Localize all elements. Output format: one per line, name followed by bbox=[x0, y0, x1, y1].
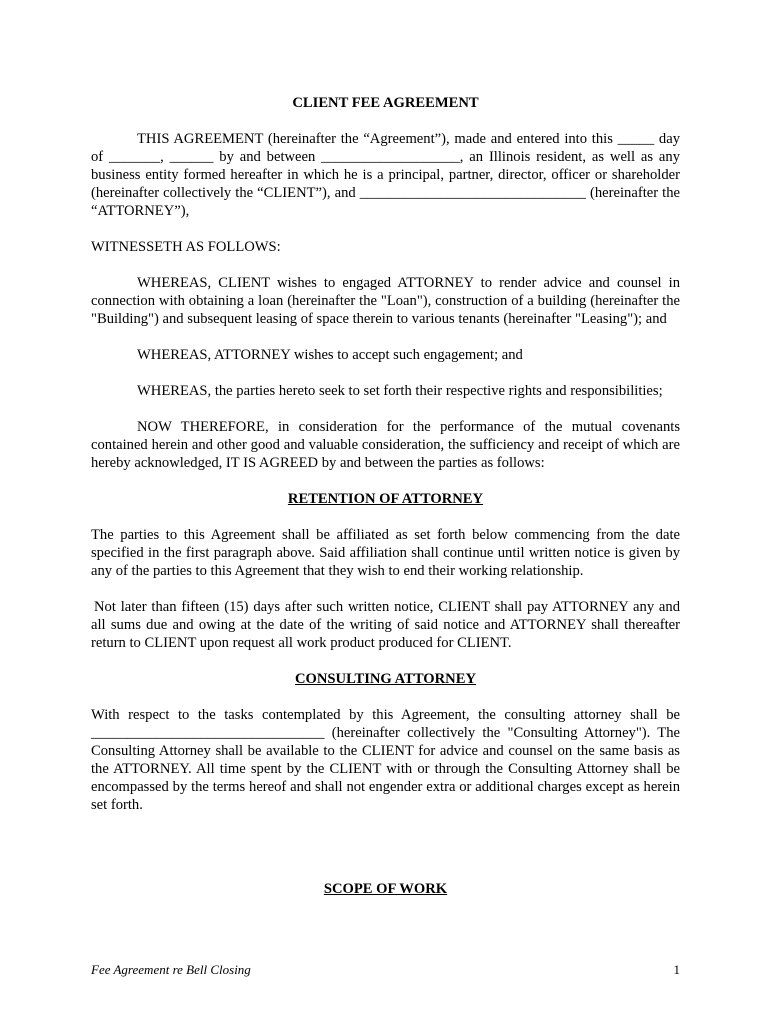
consulting-paragraph: With respect to the tasks contemplated by this Agreement, the consulting attorney shall be ________________________________ (hereinafter collectively the "Consulting Attorney"). The Consulting Attorney shall be available to the CLIENT for advice and counsel on the same basis as the ATTORNEY. All time spent by the CLIENT with or through the Consulting Attorney shall be encompassed by the terms hereof and shall not engender extra or additional charges except as herein set forth. bbox=[91, 707, 680, 813]
witnesseth-line: WITNESSETH AS FOLLOWS: bbox=[91, 239, 281, 255]
page-footer bbox=[91, 962, 680, 978]
page-number: 1 bbox=[673, 962, 680, 977]
intro-paragraph: THIS AGREEMENT (hereinafter the “Agreement”), made and entered into this _____ day of _______, ______ by and between ___________________, an Illinois resident, as well as any business entity formed hereafter in which he is a principal, partner, director, officer or shareholder (hereinafter collectively the “CLIENT”), and _______________________________ (hereinafter the “ATTORNEY”), bbox=[91, 131, 680, 219]
retention-paragraph-2: Not later than fifteen (15) days after such written notice, CLIENT shall pay ATTORNEY any and all sums due and owing at the date of the writing of said notice and ATTORNEY shall thereafter return to CLIENT upon request all work product produced for CLIENT. bbox=[91, 599, 680, 651]
whereas-paragraph-3: WHEREAS, the parties hereto seek to set forth their respective rights and responsibilities; bbox=[137, 383, 663, 399]
document-title: CLIENT FEE AGREEMENT bbox=[292, 95, 479, 111]
consulting-heading: CONSULTING ATTORNEY bbox=[295, 671, 476, 687]
now-therefore-paragraph: NOW THEREFORE, in consideration for the performance of the mutual covenants contained herein and other good and valuable consideration, the sufficiency and receipt of which are hereby acknowledged, IT IS AGREED by and between the parties as follows: bbox=[91, 419, 680, 471]
retention-paragraph-1: The parties to this Agreement shall be affiliated as set forth below commencing from the date specified in the first paragraph above. Said affiliation shall continue until written notice is given by any of the parties to this Agreement that they wish to end their working relationship. bbox=[91, 527, 680, 579]
retention-heading: RETENTION OF ATTORNEY bbox=[287, 491, 484, 507]
document-body bbox=[91, 94, 680, 916]
whereas-paragraph-2: WHEREAS, ATTORNEY wishes to accept such engagement; and bbox=[137, 347, 523, 363]
whereas-paragraph-1: WHEREAS, CLIENT wishes to engaged ATTORNEY to render advice and counsel in connection with obtaining a loan (hereinafter the "Loan"), construction of a building (hereinafter the "Building") and subsequent leasing of space therein to various tenants (hereinafter "Leasing"); and bbox=[91, 275, 680, 327]
footer-title: Fee Agreement re Bell Closing bbox=[91, 962, 251, 977]
scope-heading: SCOPE OF WORK bbox=[323, 881, 448, 897]
